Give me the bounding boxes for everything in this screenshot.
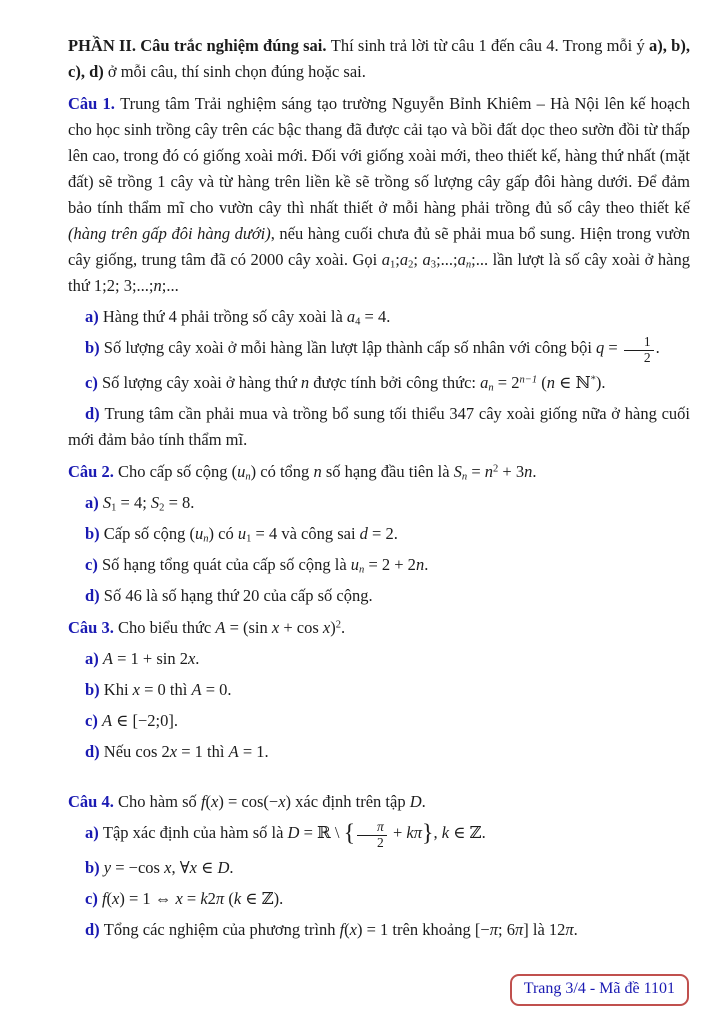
question-4-item-d: d) Tổng các nghiệm của phương trình f(x) = 1 trên khoảng [−π; 6π] là 12π. <box>85 920 578 940</box>
question-4-item-a: a) Tập xác định của hàm số là D = ℝ \ { $\frac{\pi}{2}$ + kπ}, k ∈ ℤ. <box>85 819 486 850</box>
question-2-item-d: d) Số 46 là số hạng thứ 20 của cấp số cộng. <box>85 586 373 606</box>
question-4-item-b: b) y = −cos x, ∀x ∈ D. <box>85 858 234 878</box>
page-number-label: Trang 3/4 - Mã đề 1101 <box>523 980 675 997</box>
question-3 <box>68 615 690 765</box>
question-1-item-b: b) Số lượng cây xoài ở mỗi hàng lần lượt lập thành cấp số nhân với công bội q = $\frac{1}{2}$ . <box>85 334 660 365</box>
question-4-stem: Câu 4. Cho hàm số f(x) = cos(−x) xác định trên tập D. <box>68 792 426 812</box>
question-3-item-a: a) A = 1 + sin 2x. <box>85 649 200 669</box>
question-3-item-b: b) Khi x = 0 thì A = 0. <box>85 680 232 700</box>
question-3-stem: Câu 3. Cho biểu thức A = (sin x + cos x)$^2$. <box>68 618 346 638</box>
question-4 <box>68 789 690 943</box>
question-2-stem: Câu 2. Cho cấp số cộng $(u_n)$ có tổng n số hạng đầu tiên là $S_n = n^2 + 3n$. <box>68 462 537 483</box>
question-4-item-c: c) f(x) = 1 ⇔ x = k2π (k ∈ ℤ). <box>85 889 284 909</box>
question-3-item-c: c) A ∈ [−2;0]. <box>85 711 179 731</box>
page-number-badge <box>510 974 689 1006</box>
question-2 <box>68 459 690 609</box>
section-ii-header: PHẦN II. Câu trắc nghiệm đúng sai. Thí sinh trả lời từ câu 1 đến câu 4. Trong mỗi ý a), b), c), d) ở mỗi câu, thí sinh chọn đúng hoặc sai. <box>68 36 690 81</box>
fraction: $\frac{1}{2}$ <box>624 335 654 365</box>
fraction: $\frac{\pi}{2}$ <box>357 820 387 850</box>
question-1-item-c: c) Số lượng cây xoài ở hàng thứ n được tính bởi công thức: $a_n = 2^{n-1}$ (n ∈ ℕ*). <box>85 373 606 394</box>
question-1-item-d: d) Trung tâm cần phải mua và trồng bổ sung tối thiểu 347 cây xoài giống nữa ở hàng cuối mới đảm bảo tính thẩm mĩ. <box>68 404 691 450</box>
question-2-item-b: b) Cấp số cộng $(u_n)$ có $u_1 = 4$ và công sai d = 2. <box>85 524 398 545</box>
question-2-item-c: c) Số hạng tổng quát của cấp số cộng là $u_n = 2 + 2n$. <box>85 555 429 576</box>
question-1 <box>68 91 690 453</box>
question-1-item-a: a) Hàng thứ 4 phải trồng số cây xoài là $a_4 = 4$. <box>85 307 391 328</box>
question-1-stem: Câu 1. Trung tâm Trải nghiệm sáng tạo trường Nguyễn Bỉnh Khiêm – Hà Nội lên kế hoạch cho học sinh trồng cây trên các bậc thang đã được cải tạo và bồi đất dọc theo sườn đồi từ thấp lên cao, trong đó có giống xoài mới. Đối với giống xoài mới, theo thiết kế, hàng thứ nhất (mặt đất) sẽ trồng 1 cây và từ hàng trên liền kề sẽ trồng số lượng cây gấp đôi hàng dưới. Để đảm bảo tính thẩm mĩ cho vườn cây thì nhất thiết ở mỗi hàng phải trồng đủ số cây theo thiết kế (hàng trên gấp đôi hàng dưới), nếu hàng cuối chưa đủ sẽ phải mua bổ sung. Hiện trong vườn cây giống, trung tâm đã có 2000 cây xoài. Gọi $a_1;a_2$; $a_3;...;a_n$;... lần lượt là số cây xoài ở hàng thứ 1;2; 3;...;n;... <box>68 94 691 295</box>
question-2-item-a: a) $S_1 = 4$; $S_2 = 8$. <box>85 493 195 514</box>
question-3-item-d: d) Nếu cos 2x = 1 thì A = 1. <box>85 742 269 762</box>
